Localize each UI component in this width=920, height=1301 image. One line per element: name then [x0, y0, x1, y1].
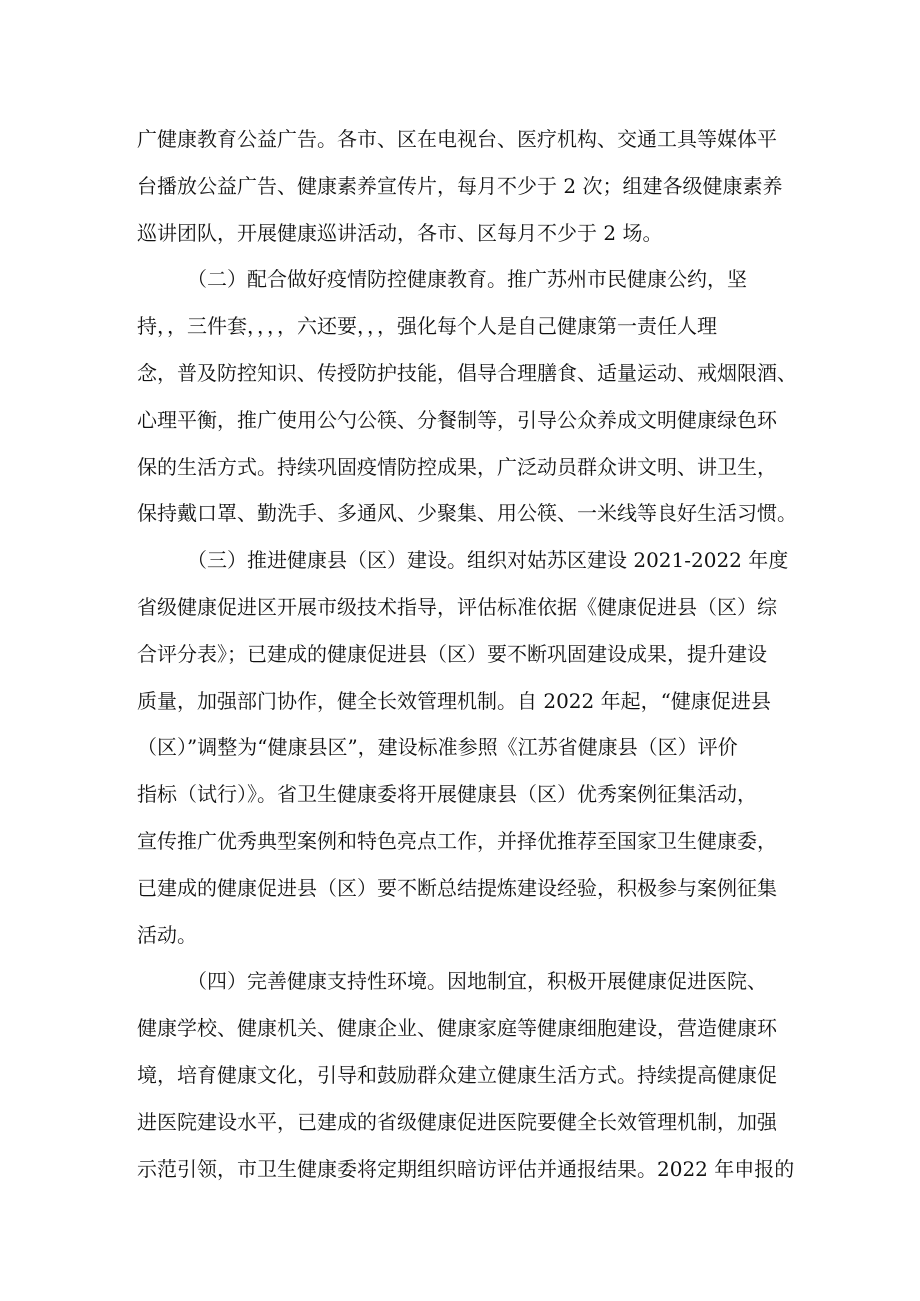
section-heading-line: （二）配合做好疫情防控健康教育。推广苏州市民健康公约，坚: [187, 267, 747, 292]
text-line: 台播放公益广告、健康素养宣传片，每月不少于 2 次；组建各级健康素养: [137, 173, 783, 198]
text-line: 持，，三件套，，，，六还要，，，强化每个人是自己健康第一责任人理: [137, 314, 717, 339]
text-line: 示范引领，市卫生健康委将定期组织暗访评估并通报结果。2022 年申报的: [137, 1156, 795, 1181]
text-line: 质量，加强部门协作，健全长效管理机制。自 2022 年起，“健康促进县: [137, 688, 771, 713]
text-line: 宣传推广优秀典型案例和特色亮点工作，并择优推荐至国家卫生健康委，: [137, 828, 777, 853]
text-line: 保的生活方式。持续巩固疫情防控成果，广泛动员群众讲文明、讲卫生，: [137, 454, 777, 479]
paragraph-supportive-environment: [137, 958, 797, 1192]
text-line: 指标（试行）》。省卫生健康委将开展健康县（区）优秀案例征集活动，: [137, 782, 757, 807]
section-heading-line: （四）完善健康支持性环境。因地制宜，积极开展健康促进医院、: [187, 969, 767, 994]
text-line: 健康学校、健康机关、健康企业、健康家庭等健康细胞建设，营造健康环: [137, 1016, 777, 1041]
text-line: 境，培育健康文化，引导和鼓励群众建立健康生活方式。持续提高健康促: [137, 1062, 777, 1087]
text-line: 省级健康促进区开展市级技术指导，评估标准依据《健康促进县（区）综: [137, 594, 777, 619]
document-body: [137, 116, 797, 1192]
text-line: 已建成的健康促进县（区）要不断总结提炼建设经验，积极参与案例征集: [137, 875, 777, 900]
paragraph-healthy-county: [137, 537, 797, 958]
paragraph-epidemic-education: [137, 256, 797, 537]
text-line: 保持戴口罩、勤洗手、多通风、少聚集、用公筷、一米线等良好生活习惯。: [137, 501, 797, 526]
paragraph-publicity: [137, 116, 797, 256]
text-line: 广健康教育公益广告。各市、区在电视台、医疗机构、交通工具等媒体平: [137, 127, 777, 151]
text-line: 念，普及防控知识、传授防护技能，倡导合理膳食、适量运动、戒烟限酒、: [137, 360, 797, 385]
section-heading-line: （三）推进健康县（区）建设。组织对姑苏区建设 2021-2022 年度: [187, 548, 789, 573]
text-line: 心理平衡，推广使用公勺公筷、分餐制等，引导公众养成文明健康绿色环: [137, 407, 777, 432]
text-line: 活动。: [137, 922, 197, 947]
text-line: 合评分表》；已建成的健康促进县（区）要不断巩固建设成果，提升建设: [137, 641, 767, 666]
text-line: 进医院建设水平，已建成的省级健康促进医院要健全长效管理机制，加强: [137, 1109, 777, 1134]
text-line: 巡讲团队，开展健康巡讲活动，各市、区每月不少于 2 场。: [137, 220, 663, 245]
text-line: （区）”调整为“健康县区”，建设标准参照《江苏省健康县（区）评价: [137, 735, 738, 760]
